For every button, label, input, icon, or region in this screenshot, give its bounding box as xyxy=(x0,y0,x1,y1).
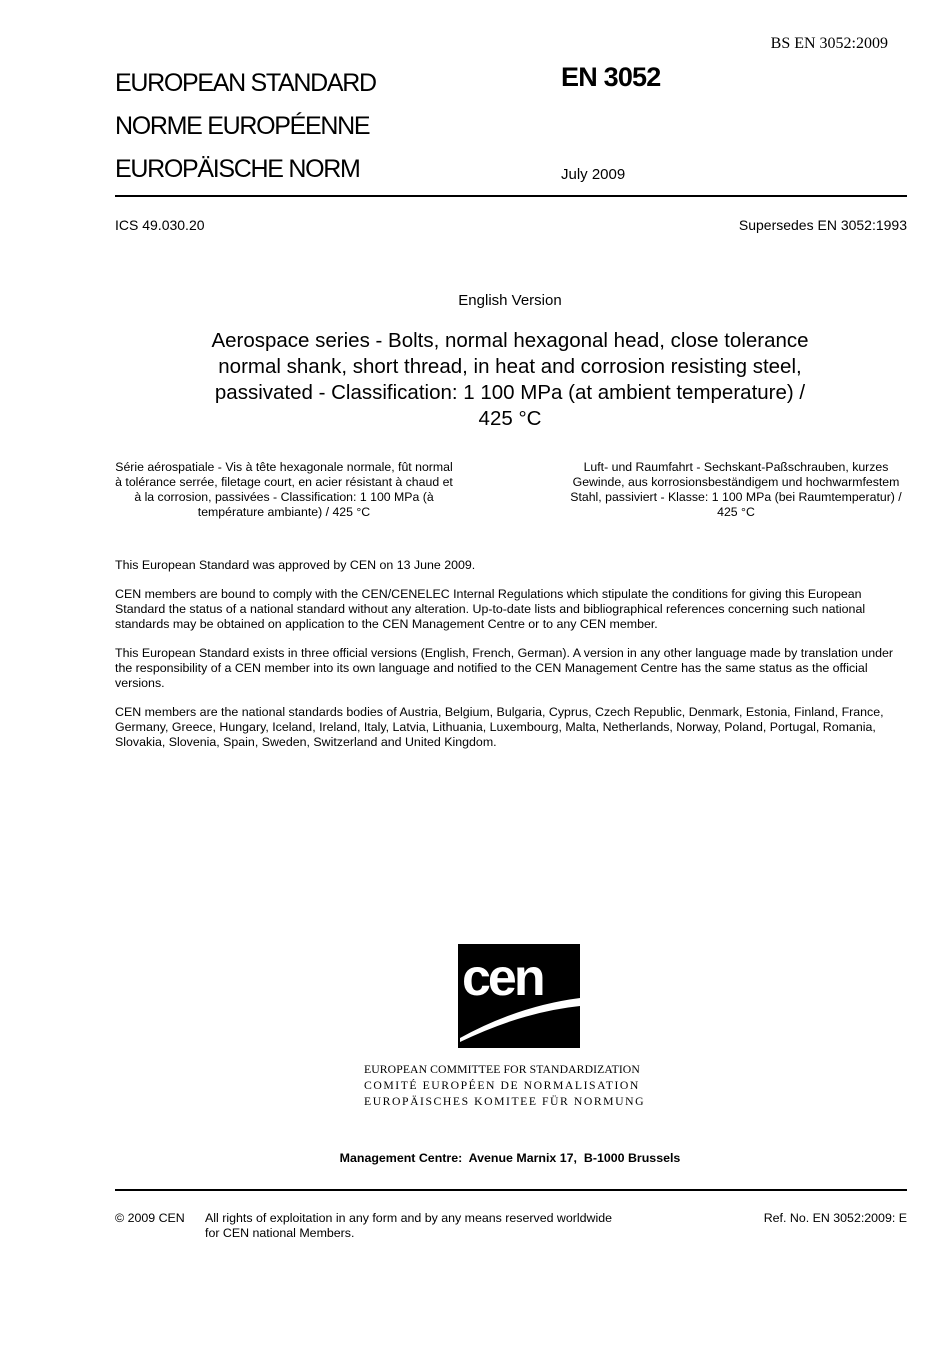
title-french: NORME EUROPÉENNE xyxy=(115,112,370,140)
compliance-paragraph: CEN members are bound to comply with the CEN/CENELEC Internal Regulations which stipulate the conditions for giving this European Standard the status of a national standard without any alteration. Up-to-date lists and bibliographical references concerning such national standards may be obtained on application to the CEN Management Centre or to any CEN member. xyxy=(115,587,866,631)
publication-date: July 2009 xyxy=(561,166,626,183)
standard-title-block xyxy=(115,62,376,191)
document-title: Aerospace series - Bolts, normal hexagonal head, close tolerance normal shank, short thread, in heat and corrosion resisting steel, passivated - Classification: 1 100 MPa (at ambient temperature) / 425 °C xyxy=(211,329,809,430)
bs-reference: BS EN 3052:2009 xyxy=(770,35,888,52)
committee-names xyxy=(364,1062,645,1110)
title-english: EUROPEAN STANDARD xyxy=(115,69,376,97)
versions-paragraph: This European Standard exists in three official versions (English, French, German). A version in any other language made by translation under the responsibility of a CEN member into its own language and notified to the CEN Management Centre has the same status as the official versions. xyxy=(115,646,894,690)
cen-logo-text: cen xyxy=(462,949,543,1007)
title-german-translation: Luft- und Raumfahrt - Sechskant-Paßschrauben, kurzes Gewinde, aus korrosionsbeständigem und hochwarmfestem Stahl, passiviert - Klasse: 1 100 MPa (bei Raumtemperatur) / 425 °C xyxy=(570,460,902,519)
copyright: © 2009 CEN xyxy=(115,1211,185,1225)
version-label: English Version xyxy=(458,292,562,309)
approval-paragraph: This European Standard was approved by CEN on 13 June 2009. xyxy=(115,558,476,572)
en-number: EN 3052 xyxy=(561,62,661,92)
committee-name-de: EUROPÄISCHES KOMITEE FÜR NORMUNG xyxy=(364,1095,646,1108)
ics-code: ICS 49.030.20 xyxy=(115,217,205,233)
reference-number: Ref. No. EN 3052:2009: E xyxy=(763,1211,907,1225)
body-text xyxy=(115,558,910,764)
bottom-divider xyxy=(115,1189,907,1191)
management-centre-address: Management Centre: Avenue Marnix 17, B-1000 Brussels xyxy=(339,1151,681,1165)
members-paragraph: CEN members are the national standards bodies of Austria, Belgium, Bulgaria, Cyprus, Czech Republic, Denmark, Estonia, Finland, France, Germany, Greece, Hungary, Iceland, Ireland, Italy, Latvia, Lithuania, Luxembourg, Malta, Netherlands, Norway, Poland, Portugal, Romania, Slovakia, Slovenia, Spain, Sweden, Switzerland and United Kingdom. xyxy=(115,705,884,749)
title-german: EUROPÄISCHE NORM xyxy=(115,155,360,183)
top-divider xyxy=(115,195,907,197)
rights-statement: All rights of exploitation in any form and by any means reserved worldwide for CEN national Members. xyxy=(205,1211,613,1240)
supersedes-note: Supersedes EN 3052:1993 xyxy=(738,217,907,233)
cen-logo xyxy=(458,944,580,1048)
committee-name-fr: COMITÉ EUROPÉEN DE NORMALISATION xyxy=(364,1079,640,1092)
title-french-translation: Série aérospatiale - Vis à tête hexagonale normale, fût normal à tolérance serrée, filetage court, en acier résistant à chaud et à la corrosion, passivées - Classification: 1 100 MPa (à température ambiante) / 425 °C xyxy=(115,460,453,519)
committee-name-en: EUROPEAN COMMITTEE FOR STANDARDIZATION xyxy=(364,1063,640,1076)
